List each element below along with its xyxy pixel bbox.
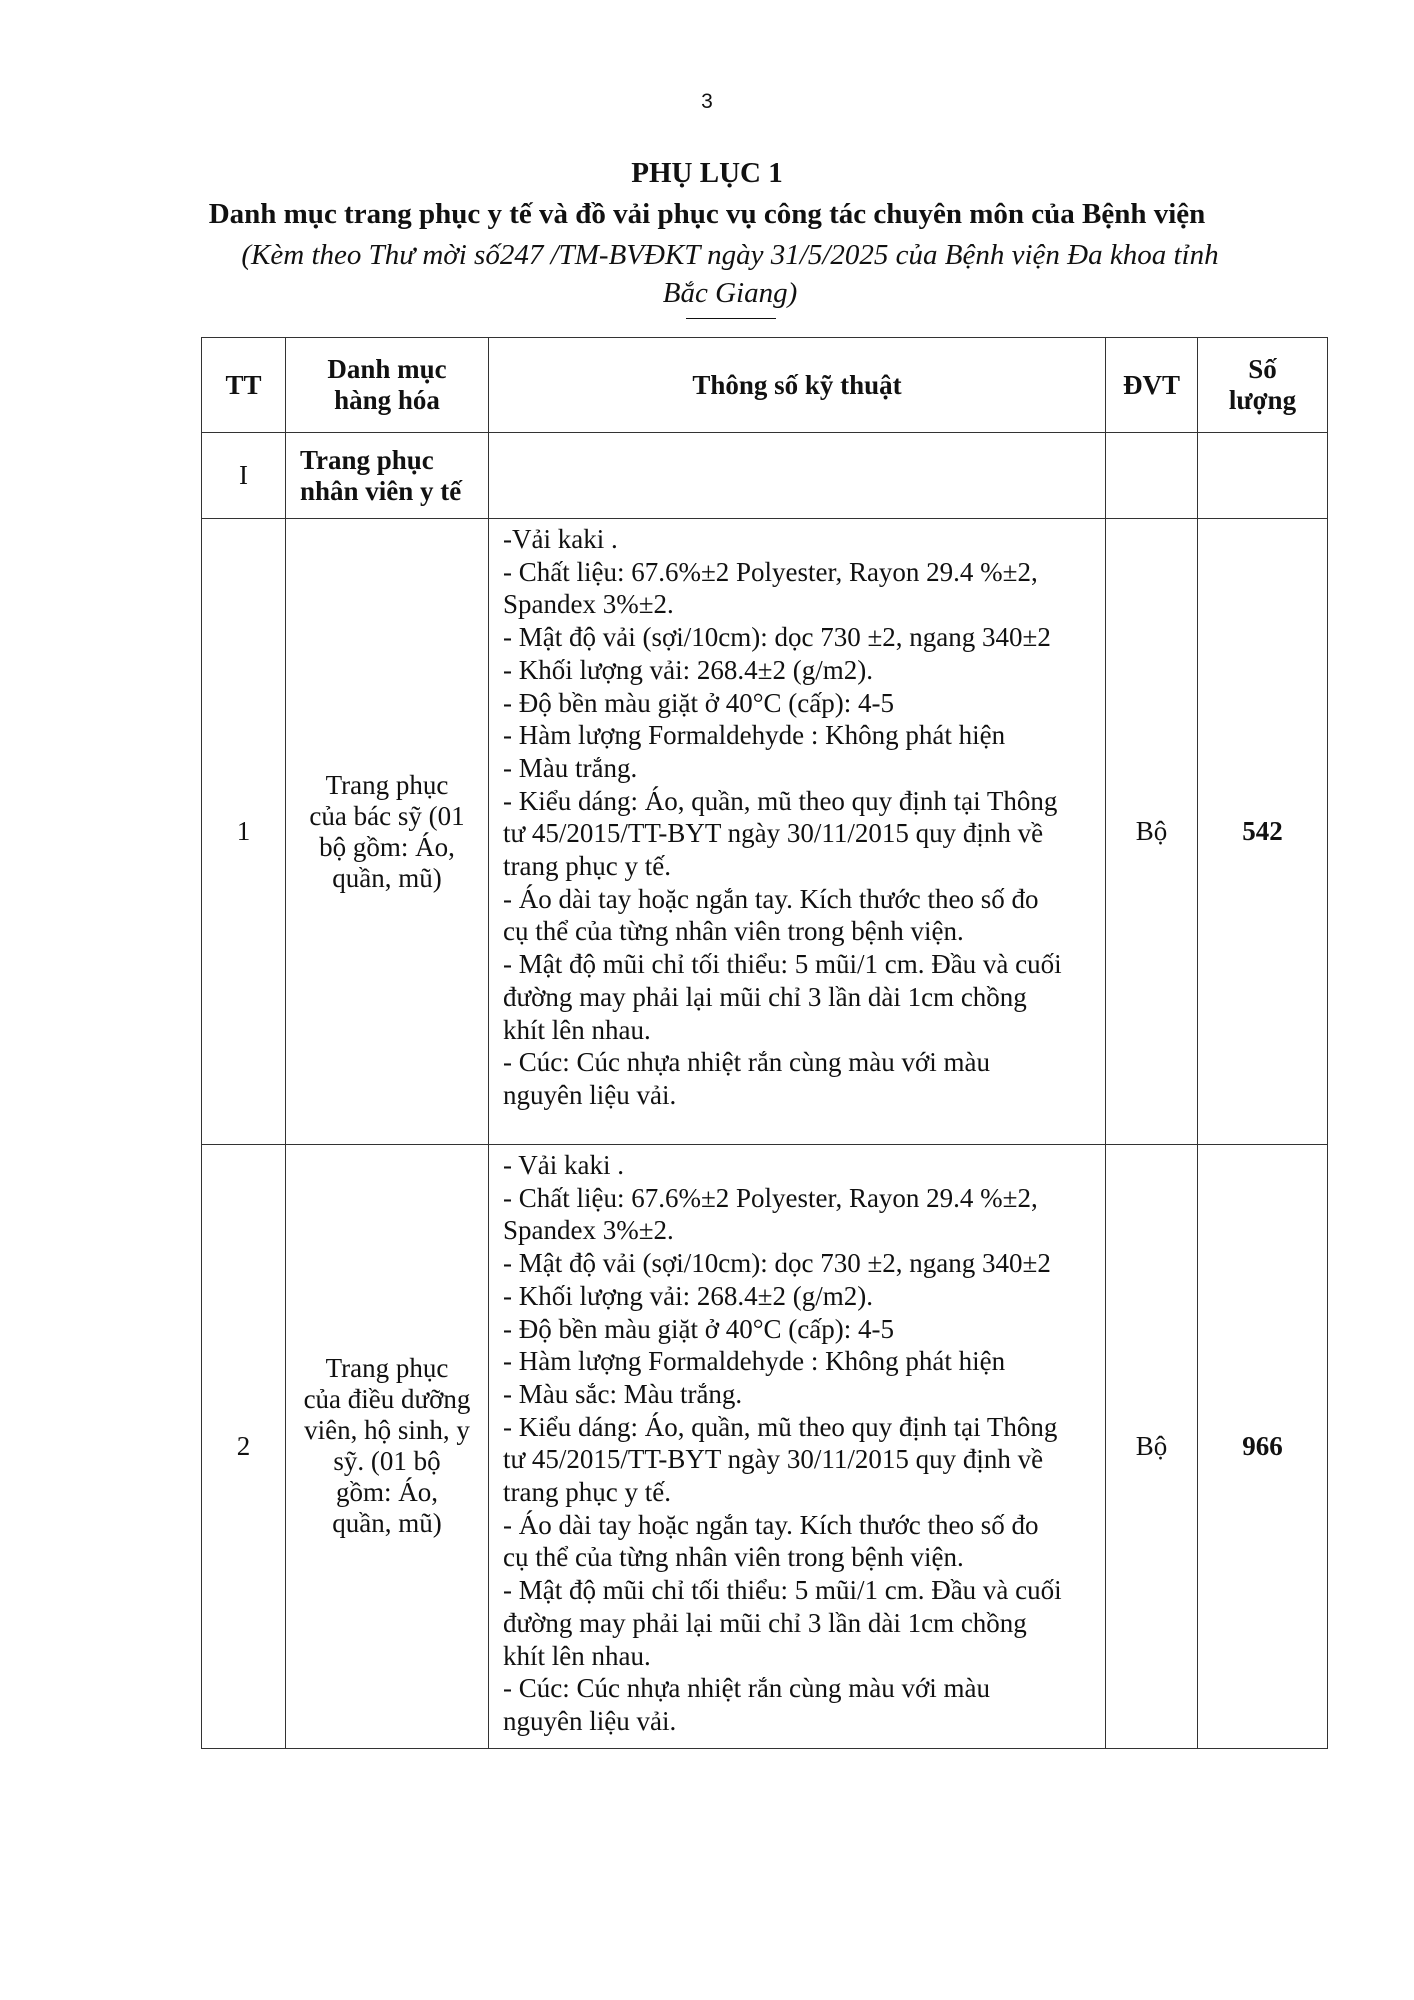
spec-line: Spandex 3%±2. (503, 589, 674, 620)
row-tt: 2 (202, 1145, 286, 1749)
item-name-line: Trang phục (325, 769, 449, 800)
spec-line: - Mật độ mũi chỉ tối thiểu: 5 mũi/1 cm. Đầu và cuối (503, 949, 1062, 980)
spec-line: cụ thể của từng nhân viên trong bệnh viện. (503, 1542, 964, 1573)
appendix-subtitle: Danh mục trang phục y tế và đồ vải phục vụ công tác chuyên môn của Bệnh viện (208, 198, 1206, 230)
spec-line: - Khối lượng vải: 268.4±2 (g/m2). (503, 1280, 873, 1311)
spec-line: khít lên nhau. (503, 1014, 651, 1045)
item-name-line: quần, mũ) (332, 862, 442, 893)
spec-line: nguyên liệu vải. (503, 1705, 677, 1736)
spec-line: tư 45/2015/TT-BYT ngày 30/11/2015 quy định về (503, 818, 1044, 849)
item-name-line: bộ gồm: Áo, (319, 831, 455, 862)
spec-line: Spandex 3%±2. (503, 1215, 674, 1246)
spec-line: - Hàm lượng Formaldehyde : Không phát hiện (503, 1346, 1006, 1377)
spec-line: - Áo dài tay hoặc ngắn tay. Kích thước theo số đo (503, 1509, 1039, 1540)
items-table (201, 337, 1328, 1749)
row-qty: 966 (1198, 1145, 1328, 1749)
spec-line: -Vải kaki . (503, 524, 618, 554)
table-row (202, 519, 1328, 1145)
item-name-line: sỹ. (01 bộ (333, 1446, 441, 1477)
spec-line: - Mật độ vải (sợi/10cm): dọc 730 ±2, ngang 340±2 (503, 1248, 1051, 1279)
item-name-line: quần, mũ) (332, 1508, 442, 1539)
spec-line: - Cúc: Cúc nhựa nhiệt rắn cùng màu với màu (503, 1673, 991, 1704)
reference-note-line: (Kèm theo Thư mời số247 /TM-BVĐKT ngày 31/5/2025 của Bệnh viện Đa khoa tỉnh (241, 239, 1219, 271)
appendix-title: PHỤ LỤC 1 (631, 157, 783, 189)
section-unit (1106, 433, 1198, 519)
header-tt: TT (202, 338, 286, 433)
spec-line: - Kiểu dáng: Áo, quần, mũ theo quy định tại Thông (503, 1411, 1058, 1442)
section-tt: I (202, 433, 286, 519)
header-qty-line: Số (1248, 354, 1277, 384)
item-name-line: gồm: Áo, (335, 1477, 438, 1508)
spec-line: - Mật độ mũi chỉ tối thiểu: 5 mũi/1 cm. Đầu và cuối (503, 1575, 1062, 1606)
table-row (202, 1145, 1328, 1749)
spec-line: - Vải kaki . (503, 1150, 624, 1180)
row-spec (489, 1145, 1106, 1749)
spec-line: - Kiểu dáng: Áo, quần, mũ theo quy định tại Thông (503, 785, 1058, 816)
spec-line: - Độ bền màu giặt ở 40°C (cấp): 4-5 (503, 687, 894, 718)
section-qty (1198, 433, 1328, 519)
spec-line: - Hàm lượng Formaldehyde : Không phát hiện (503, 720, 1006, 751)
spec-line: đường may phải lại mũi chỉ 3 lần dài 1cm chồng (503, 1607, 1027, 1638)
header-item-name-line: hàng hóa (334, 385, 440, 415)
row-qty: 542 (1198, 519, 1328, 1145)
spec-line: - Độ bền màu giặt ở 40°C (cấp): 4-5 (503, 1313, 894, 1344)
section-name-line: Trang phục (300, 444, 434, 475)
item-name-line: của bác sỹ (01 (309, 800, 465, 831)
spec-line: - Khối lượng vải: 268.4±2 (g/m2). (503, 654, 873, 685)
spec-line: trang phục y tế. (503, 1477, 671, 1508)
row-unit: Bộ (1106, 519, 1198, 1145)
row-item-name (286, 1145, 489, 1749)
page-number: 3 (701, 90, 713, 113)
spec-line: nguyên liệu vải. (503, 1079, 677, 1110)
header-spec: Thông số kỹ thuật (489, 338, 1106, 433)
spec-line: cụ thể của từng nhân viên trong bệnh viện. (503, 916, 964, 947)
header-unit: ĐVT (1106, 338, 1198, 433)
item-name-line: viên, hộ sinh, y (304, 1415, 470, 1446)
header-qty-line: lượng (1228, 385, 1297, 415)
spec-line: khít lên nhau. (503, 1640, 651, 1671)
reference-note-line: Bắc Giang) (662, 277, 798, 309)
header-item-name (286, 338, 489, 433)
item-name-line: Trang phục (325, 1353, 449, 1384)
row-spec (489, 519, 1106, 1145)
section-row (202, 433, 1328, 519)
header-qty (1198, 338, 1328, 433)
section-spec (489, 433, 1106, 519)
item-name-line: của điều dưỡng (303, 1384, 471, 1415)
spec-line: - Màu sắc: Màu trắng. (503, 1378, 743, 1409)
spec-line: - Chất liệu: 67.6%±2 Polyester, Rayon 29.4 %±2, (503, 556, 1038, 587)
row-tt: 1 (202, 519, 286, 1145)
row-unit: Bộ (1106, 1145, 1198, 1749)
section-name-line: nhân viên y tế (300, 475, 462, 506)
table-header-row (202, 338, 1328, 433)
section-name (286, 433, 489, 519)
title-underline (686, 318, 776, 319)
reference-note (200, 236, 1260, 312)
spec-line: - Màu trắng. (503, 752, 638, 783)
spec-line: đường may phải lại mũi chỉ 3 lần dài 1cm chồng (503, 981, 1027, 1012)
header-item-name-line: Danh mục (327, 354, 447, 384)
spec-line: - Mật độ vải (sợi/10cm): dọc 730 ±2, ngang 340±2 (503, 622, 1051, 653)
spec-line: trang phục y tế. (503, 851, 671, 882)
row-item-name (286, 519, 489, 1145)
spec-line: - Cúc: Cúc nhựa nhiệt rắn cùng màu với màu (503, 1047, 991, 1078)
spec-line: tư 45/2015/TT-BYT ngày 30/11/2015 quy định về (503, 1444, 1044, 1475)
spec-line: - Áo dài tay hoặc ngắn tay. Kích thước theo số đo (503, 883, 1039, 914)
spec-line: - Chất liệu: 67.6%±2 Polyester, Rayon 29.4 %±2, (503, 1182, 1038, 1213)
